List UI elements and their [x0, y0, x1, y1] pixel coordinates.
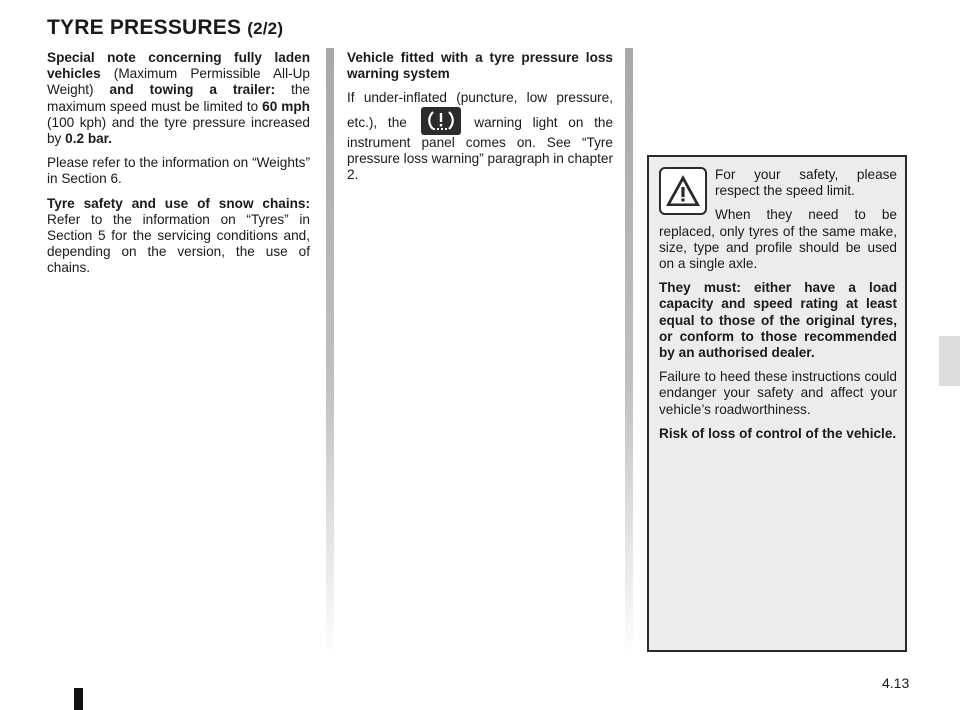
snow-chains-text: Refer to the information on “Tyres” in Section 5 for the servicing conditions and, depending on the version, the use of chains.	[47, 211, 310, 276]
speed-limit-value: 60 mph	[262, 98, 310, 114]
page-number: 4.13	[882, 675, 910, 691]
laden-vehicle-note	[47, 50, 310, 147]
laden-text-1: (Maximum Permissible All-Up Weight)	[47, 66, 310, 98]
tpms-heading-text: Vehicle fitted with a tyre pressure loss warning system	[347, 50, 613, 82]
load-rating-warning	[659, 280, 897, 361]
tyre-replacement-warning: When they need to be replaced, only tyres of the same make, size, type and profile should be used on a single axle.	[659, 207, 897, 272]
page-title	[47, 16, 283, 40]
loss-of-control-text: Risk of loss of control of the vehicle.	[659, 425, 897, 441]
page-title-text: TYRE PRESSURES	[47, 16, 242, 39]
left-column	[47, 50, 310, 285]
tyre-pressure-warning-icon	[421, 107, 461, 135]
speed-limit-warning: For your safety, please respect the speed limit.	[715, 167, 897, 199]
loss-of-control-warning	[659, 426, 897, 442]
laden-text-3: (100 kph) and the tyre pressure increased by	[47, 114, 310, 147]
safety-warning-box	[647, 155, 907, 652]
pressure-increase-value: 0.2 bar.	[65, 131, 112, 147]
load-rating-text: They must: either have a load capacity and speed rating at least equal to those of the original tyres, or conform to those recommended by an authorised dealer.	[659, 280, 897, 361]
snow-chains-heading: Tyre safety and use of snow chains:	[47, 195, 310, 211]
tpms-paragraph	[347, 90, 613, 183]
tpms-text-2: warning light on the instrument panel comes on. See “Tyre pressure loss warning” paragraph in chapter 2.	[347, 114, 614, 183]
weights-reference: Please refer to the information on “Weights” in Section 6.	[47, 155, 310, 187]
tpms-text-1: If under-inflated (puncture, low pressure, etc.), the	[347, 90, 613, 130]
page-title-suffix: (2/2)	[247, 19, 284, 38]
laden-text-2: the maximum speed must be limited to	[47, 82, 310, 114]
tpms-heading	[347, 50, 613, 82]
snow-chains-note	[47, 196, 310, 277]
warning-triangle-icon	[659, 167, 707, 215]
section-tab	[939, 336, 960, 386]
laden-heading: Special note concerning fully laden vehicles	[47, 50, 310, 82]
column-divider-left	[326, 48, 334, 658]
middle-column	[347, 50, 613, 191]
column-divider-right	[625, 48, 633, 658]
roadworthiness-warning: Failure to heed these instructions could endanger your safety and affect your vehicle’s roadworthiness.	[659, 369, 897, 417]
towing-heading: and towing a trailer:	[109, 82, 276, 98]
crop-mark	[74, 688, 83, 710]
